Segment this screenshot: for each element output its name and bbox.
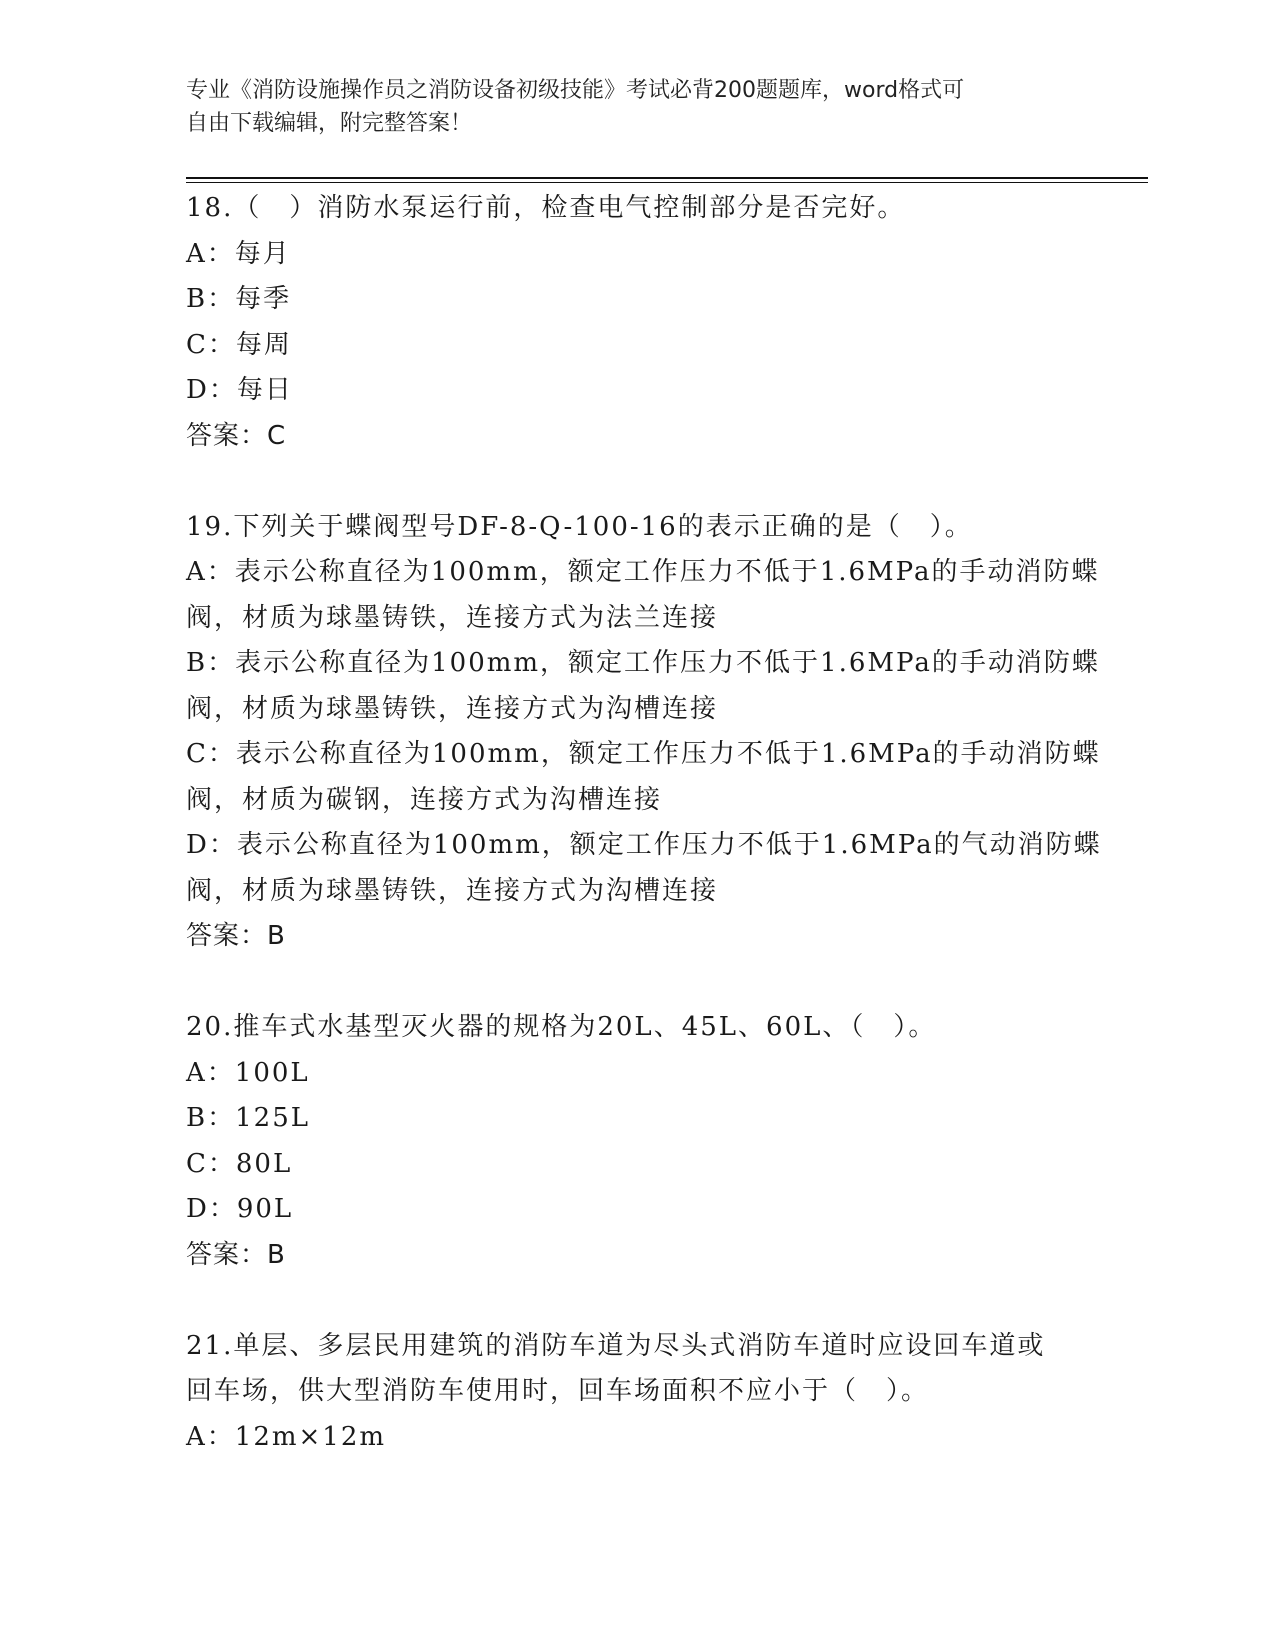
header-line-1: 专业《消防设施操作员之消防设备初级技能》考试必背200题题库，word格式可 (186, 78, 965, 103)
answer-option: D：表示公称直径为100mm，额定工作压力不低于1.6MPa的气动消防蝶 (186, 830, 1102, 860)
answer-option: 阀，材质为球墨铸铁，连接方式为沟槽连接 (186, 875, 719, 906)
question-block (186, 1324, 1126, 1461)
answer-option: C：表示公称直径为100mm，额定工作压力不低于1.6MPa的手动消防蝶 (186, 739, 1101, 769)
question-spacer (186, 1278, 1126, 1324)
answer-key: 答案：C (186, 420, 287, 451)
question-spacer (186, 459, 1126, 505)
answer-option: A：每月 (186, 238, 291, 269)
header-divider-thin (186, 182, 1148, 183)
question-block (186, 505, 1126, 960)
answer-option: D：每日 (186, 375, 293, 405)
answer-option: D：90L (186, 1194, 294, 1224)
question-block (186, 186, 1126, 459)
question-stem: 回车场，供大型消防车使用时，回车场面积不应小于（ ）。 (186, 1376, 930, 1406)
answer-option: B：表示公称直径为100mm，额定工作压力不低于1.6MPa的手动消防蝶 (186, 648, 1100, 678)
question-stem: 18.（ ）消防水泵运行前，检查电气控制部分是否完好。 (186, 193, 906, 223)
answer-option: 阀，材质为球墨铸铁，连接方式为法兰连接 (186, 602, 719, 633)
answer-option: A：100L (186, 1057, 310, 1088)
question-stem: 20.推车式水基型灭火器的规格为20L、45L、60L、（ ）。 (186, 1012, 937, 1042)
question-stem: 21.单层、多层民用建筑的消防车道为尽头式消防车道时应设回车道或 (186, 1330, 1046, 1361)
answer-option: 阀，材质为碳钢，连接方式为沟槽连接 (186, 784, 663, 815)
question-stem: 19.下列关于蝶阀型号DF-8-Q-100-16的表示正确的是（ ）。 (186, 511, 973, 542)
answer-option: B：125L (186, 1103, 310, 1133)
answer-option: 阀，材质为球墨铸铁，连接方式为沟槽连接 (186, 693, 719, 724)
answer-option: B：每季 (186, 284, 292, 314)
answer-option: C：每周 (186, 329, 292, 360)
header-divider-thick (186, 177, 1148, 179)
answer-option: A：表示公称直径为100mm，额定工作压力不低于1.6MPa的手动消防蝶 (186, 557, 1100, 587)
question-spacer (186, 960, 1126, 1006)
answer-key: 答案：B (186, 1239, 286, 1270)
header-line-2: 自由下载编辑，附完整答案！ (186, 111, 473, 136)
answer-option: A：12m×12m (186, 1421, 387, 1452)
question-block (186, 1005, 1126, 1278)
answer-option: C：80L (186, 1148, 293, 1179)
question-list (186, 186, 1126, 1460)
answer-key: 答案：B (186, 921, 286, 951)
document-header (186, 74, 1086, 140)
